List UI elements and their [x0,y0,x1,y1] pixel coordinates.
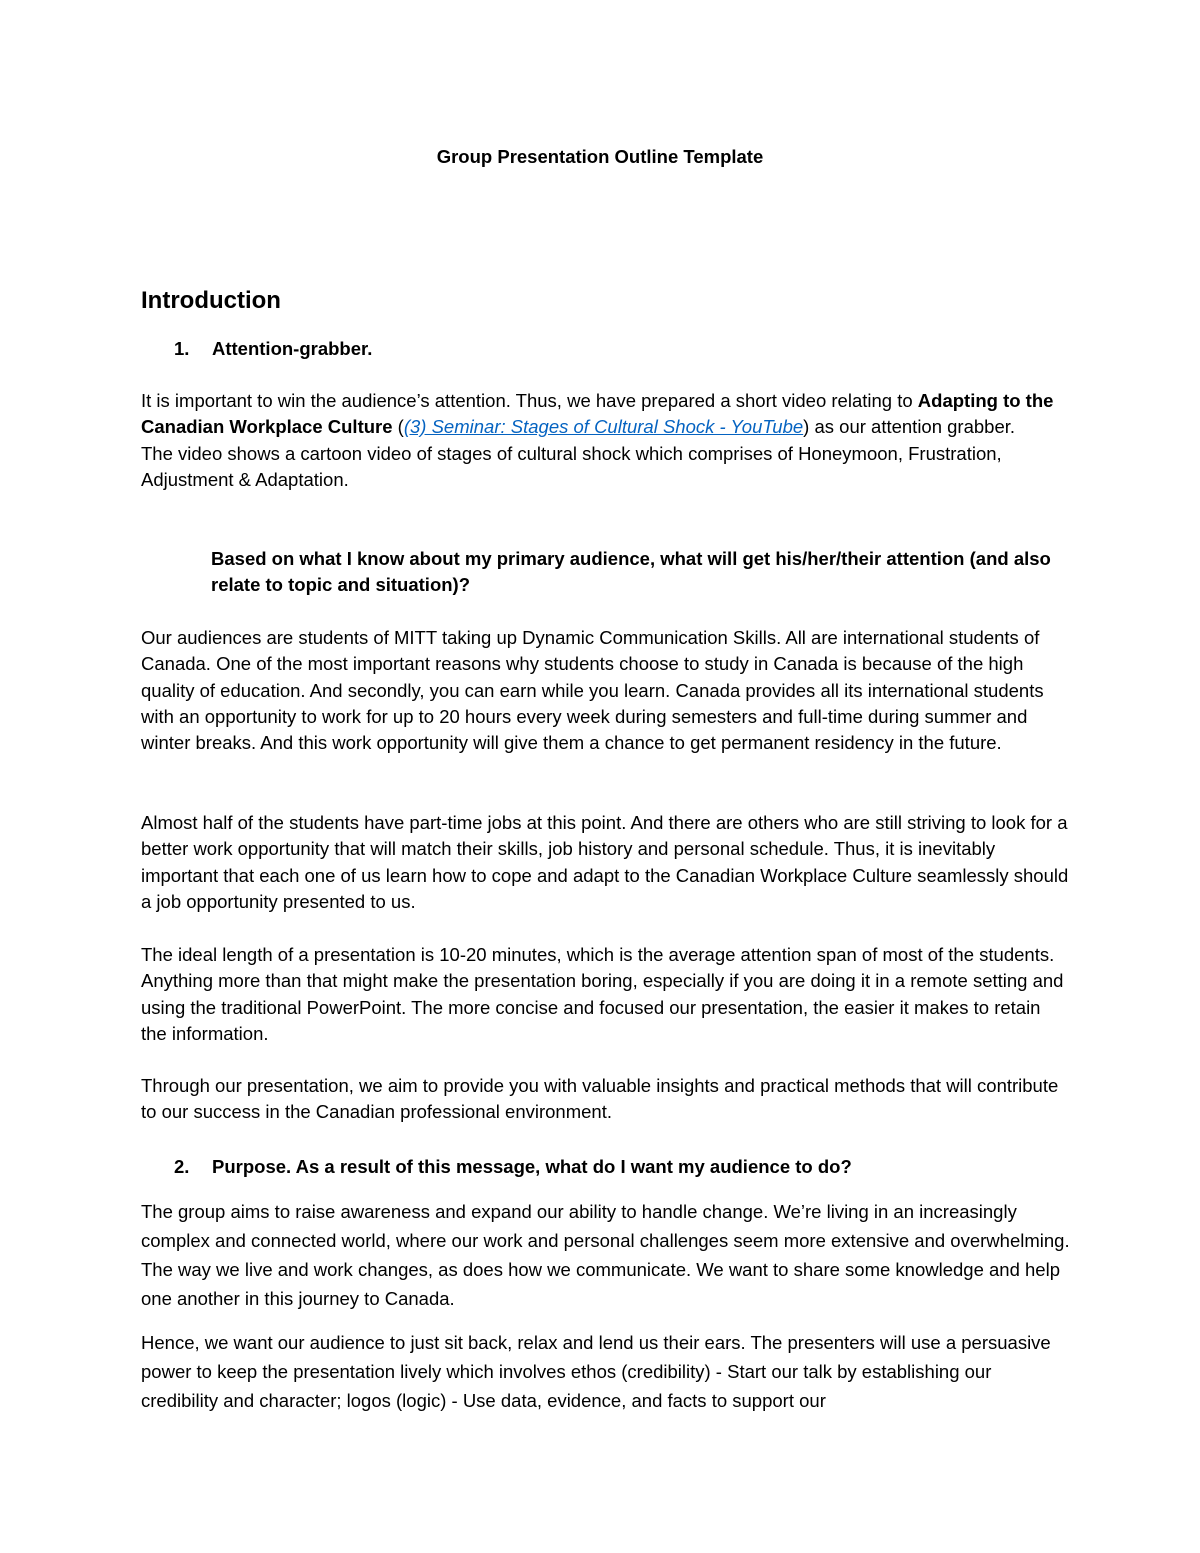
paragraph-persuasion: Hence, we want our audience to just sit back, relax and lend us their ears. The presenters will use a persuasive power to keep the presentation lively which involves ethos (credibility) - Start our talk by establishing our credibility and character; logos (logic) - Use data, evidence, and facts to support our [141,1332,1051,1411]
bold-topic: Adapting to the Canadian Workplace Culture [141,390,1054,438]
paragraph-attention-grabber [141,388,1071,493]
document-title: Group Presentation Outline Template [436,146,764,167]
paragraph-text: ( [392,416,404,438]
paragraph-students-jobs: Almost half of the students have part-time jobs at this point. And there are others who are still striving to look for a better work opportunity that will match their skills, job history and personal schedule. Thus, it is inevitably important that each one of us learn how to cope and adapt to the Canadian Workplace Culture seamlessly should a job opportunity presented to us. [141,812,1069,912]
list-item-purpose [174,1154,852,1180]
list-number: 1. [174,338,190,359]
paragraph-text: ) as our attention grabber. [803,416,1016,438]
list-number: 2. [174,1156,190,1177]
paragraph-audience: Our audiences are students of MITT taking up Dynamic Communication Skills. All are international students of Canada. One of the most important reasons why students choose to study in Canada is because of the high quality of education. And secondly, you can earn while you learn. Canada provides all its international students with an opportunity to work for up to 20 hours every week during semesters and full-time during summer and winter breaks. And this work opportunity will give them a chance to get permanent residency in the future. [141,627,1044,754]
list-item-attention-grabber [174,336,372,362]
youtube-link[interactable]: (3) Seminar: Stages of Cultural Shock - YouTube [403,416,804,438]
paragraph-text: It is important to win the audience’s attention. Thus, we have prepared a short video relating to [141,390,918,411]
list-item-label: Purpose. As a result of this message, what do I want my audience to do? [212,1156,852,1177]
paragraph-aim: Through our presentation, we aim to provide you with valuable insights and practical methods that will contribute to our success in the Canadian professional environment. [141,1075,1059,1123]
section-heading-introduction: Introduction [141,287,281,314]
list-item-label: Attention-grabber. [212,338,373,359]
paragraph-presentation-length: The ideal length of a presentation is 10-20 minutes, which is the average attention span of most of the students. Anything more than that might make the presentation boring, especially if you are doing it in a remote setting and using the traditional PowerPoint. The more concise and focused our presentation, the easier it makes to retain the information. [141,944,1064,1044]
guiding-question: Based on what I know about my primary audience, what will get his/her/their attention (and also relate to topic and situation)? [211,548,1051,596]
paragraph-group-aims: The group aims to raise awareness and expand our ability to handle change. We’re living in an increasingly complex and connected world, where our work and personal challenges seem more extensive and overwhelming. The way we live and work changes, as does how we communicate. We want to share some knowledge and help one another in this journey to Canada. [141,1201,1070,1309]
paragraph-text: The video shows a cartoon video of stages of cultural shock which comprises of Honeymoon, Frustration, Adjustment & Adaptation. [141,442,1002,490]
